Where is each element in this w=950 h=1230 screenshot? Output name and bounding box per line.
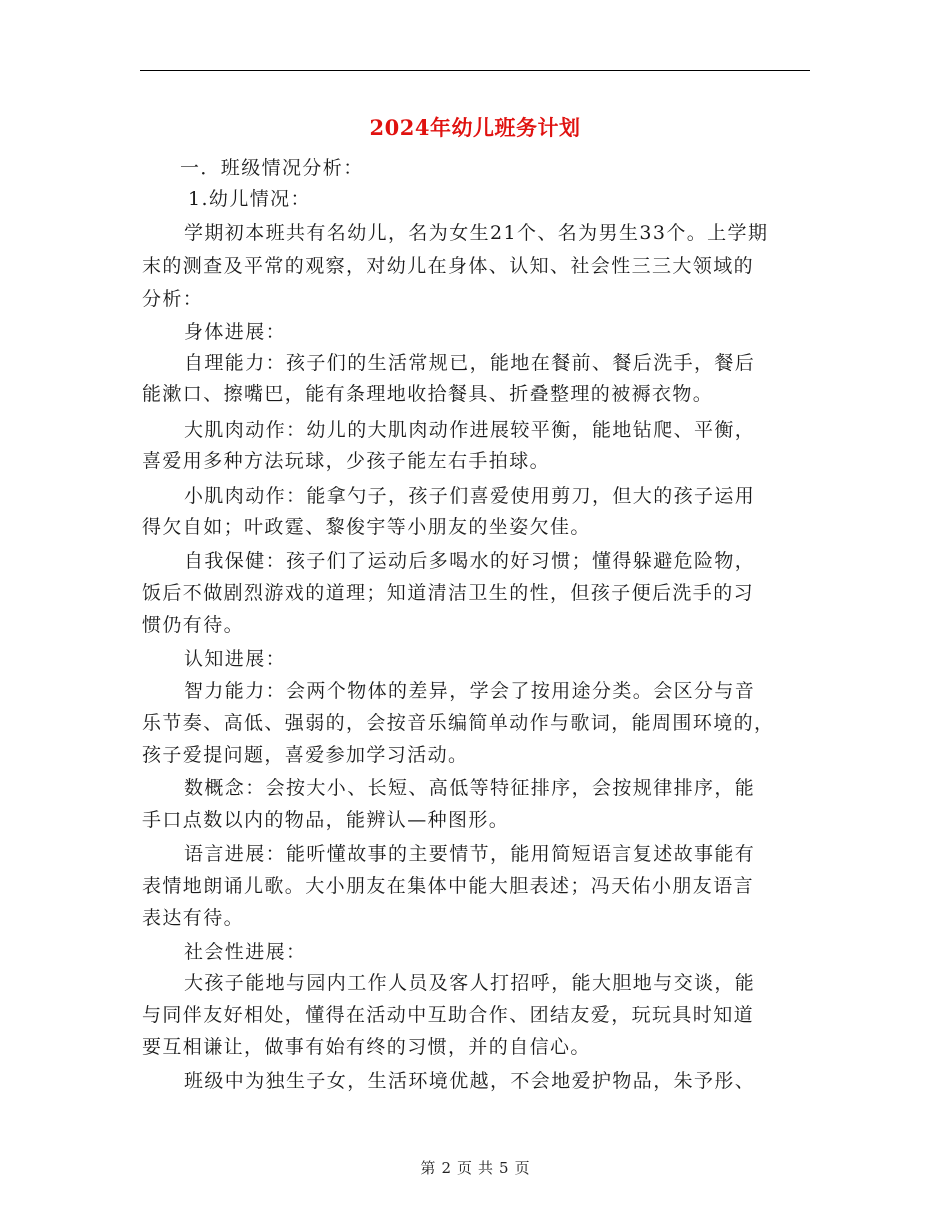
paragraph-line: 得欠自如；叶政霆、黎俊宇等小朋友的坐姿欠佳。 — [142, 516, 591, 538]
page-total: 5 — [499, 1159, 509, 1177]
paragraph-line: 自理能力：孩子们的生活常规已，能地在餐前、餐后洗手，餐后 — [184, 352, 756, 374]
page-number: 2 — [441, 1159, 451, 1177]
paragraph-line: 分析： — [142, 288, 204, 310]
footer-label: 共 — [478, 1159, 494, 1177]
paragraph-line: 学期初本班共有名幼儿，名为女生21个、名为男生33个。上学期 — [184, 222, 769, 244]
document-title: 2024年幼儿班务计划 — [369, 115, 581, 140]
paragraph-line: 与同伴友好相处，懂得在活动中互助合作、团结友爱，玩玩具时知道 — [142, 1004, 755, 1026]
paragraph-line: 大肌肉动作：幼儿的大肌肉动作进展较平衡，能地钻爬、平衡， — [184, 419, 756, 441]
header-rule — [140, 70, 810, 71]
paragraph-line: 饭后不做剧烈游戏的道理；知道清洁卫生的性，但孩子便后洗手的习 — [142, 582, 755, 604]
paragraph-line: 大孩子能地与园内工作人员及客人打招呼，能大胆地与交谈，能 — [184, 972, 756, 994]
subsection-heading: 1.幼儿情况： — [188, 188, 311, 210]
footer-label: 页 — [456, 1159, 472, 1177]
paragraph-line: 喜爱用多种方法玩球，少孩子能左右手拍球。 — [142, 450, 551, 472]
paragraph-line: 表情地朗诵儿歌。大小朋友在集体中能大胆表述；冯天佑小朋友语言 — [142, 875, 755, 897]
paragraph-line: 要互相谦让，做事有始有终的习惯，并的自信心。 — [142, 1036, 591, 1058]
paragraph-line: 自我保健：孩子们了运动后多喝水的好习惯；懂得躲避危险物， — [184, 550, 756, 572]
page-footer — [0, 1157, 950, 1178]
section-heading: 一．班级情况分析： — [180, 157, 364, 179]
paragraph-line: 乐节奏、高低、强弱的，会按音乐编简单动作与歌词，能周围环境的， — [142, 712, 775, 734]
category-heading: 认知进展： — [184, 648, 287, 670]
footer-label: 第 — [420, 1159, 436, 1177]
footer-label: 页 — [514, 1159, 530, 1177]
paragraph-line: 小肌肉动作：能拿勺子，孩子们喜爱使用剪刀，但大的孩子运用 — [184, 485, 756, 507]
paragraph-line: 班级中为独生子女，生活环境优越，不会地爱护物品，朱予彤、 — [184, 1070, 756, 1092]
paragraph-line: 惯仍有待。 — [142, 614, 245, 636]
paragraph-line: 数概念：会按大小、长短、高低等特征排序，会按规律排序，能 — [184, 777, 756, 799]
paragraph-line: 表达有待。 — [142, 907, 245, 929]
paragraph-line: 能漱口、擦嘴巴，能有条理地收拾餐具、折叠整理的被褥衣物。 — [142, 383, 714, 405]
paragraph-line: 孩子爱提问题，喜爱参加学习活动。 — [142, 744, 469, 766]
paragraph-line: 手口点数以内的物品，能辨认—种图形。 — [142, 809, 510, 831]
paragraph-line: 末的测查及平常的观察，对幼儿在身体、认知、社会性三三大领域的 — [142, 255, 755, 277]
paragraph-line: 智力能力：会两个物体的差异，学会了按用途分类。会区分与音 — [184, 680, 756, 702]
category-heading: 社会性进展： — [184, 941, 307, 963]
category-heading: 身体进展： — [184, 321, 287, 343]
paragraph-line: 语言进展：能听懂故事的主要情节，能用简短语言复述故事能有 — [184, 843, 756, 865]
